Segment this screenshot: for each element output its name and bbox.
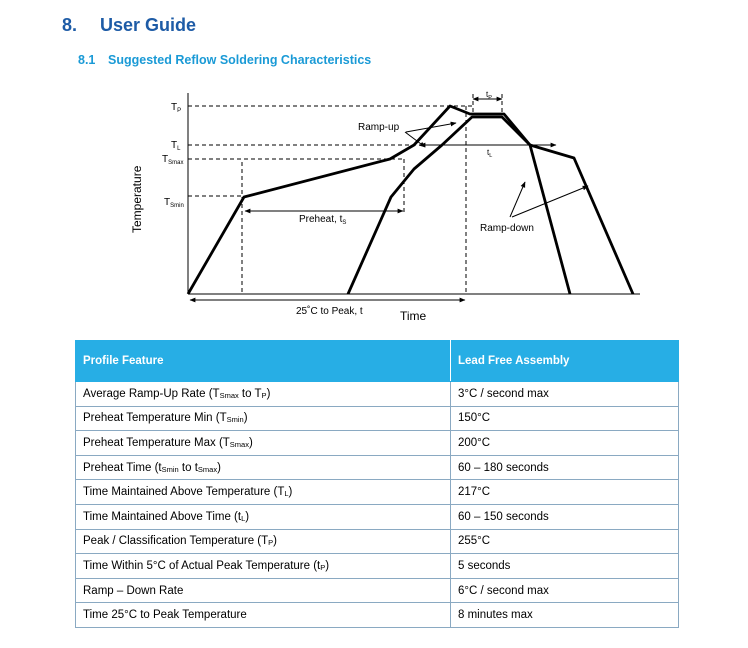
profile-feature-cell: Time 25°C to Peak Temperature — [76, 603, 451, 628]
section-number: 8. — [62, 15, 78, 35]
profile-curve-min — [188, 106, 570, 294]
lead-free-value-cell: 5 seconds — [451, 554, 679, 579]
table-row — [76, 406, 679, 431]
tl-time-label: $t_L$ — [487, 148, 493, 159]
ramp-up-label: Ramp-up — [358, 122, 400, 133]
lead-free-value-cell: 60 – 180 seconds — [451, 455, 679, 480]
table-row — [76, 480, 679, 505]
lead-free-value-cell: 3°C / second max — [451, 382, 679, 407]
to-peak-label: 25˚C to Peak, t — [296, 306, 363, 317]
table-row — [76, 504, 679, 529]
profile-feature-cell: Time Maintained Above Time $(t_L)$ — [76, 504, 451, 529]
table-row — [76, 529, 679, 554]
lead-free-value-cell: 60 – 150 seconds — [451, 504, 679, 529]
subsection-title: Suggested Reflow Soldering Characteristics — [108, 53, 372, 67]
reflow-spec-table — [75, 340, 679, 628]
lead-free-value-cell: 255°C — [451, 529, 679, 554]
preheat-label: Preheat, $t_S$ — [299, 214, 347, 226]
table-row — [76, 578, 679, 603]
profile-feature-cell: Average Ramp-Up Rate ($T_{Smax}$ to $T_P$) — [76, 382, 451, 407]
lead-free-value-cell: 217°C — [451, 480, 679, 505]
lead-free-value-cell: 150°C — [451, 406, 679, 431]
table-row — [76, 382, 679, 407]
profile-feature-cell: Preheat Temperature Max $(T_{Smax})$ — [76, 431, 451, 456]
table-header-row — [76, 341, 679, 382]
subsection-number: 8.1 — [78, 53, 96, 67]
tp-level-label: $T_P$ — [171, 102, 182, 114]
table-row — [76, 603, 679, 628]
header-profile-feature: Profile Feature — [76, 341, 451, 382]
table-row — [76, 554, 679, 579]
tp-time-label: $t_P$ — [486, 90, 492, 101]
lead-free-value-cell: 200°C — [451, 431, 679, 456]
profile-curve-max — [348, 117, 633, 294]
profile-feature-cell: Preheat Time ($t_{Smin}$ to $t_{Smax}$) — [76, 455, 451, 480]
lead-free-value-cell: 6°C / second max — [451, 578, 679, 603]
profile-feature-cell: Preheat Temperature Min $(T_{Smin})$ — [76, 406, 451, 431]
y-axis-label: Temperature — [130, 165, 144, 233]
table-row — [76, 431, 679, 456]
x-axis-label: Time — [400, 309, 427, 323]
ramp-down-label: Ramp-down — [480, 223, 534, 234]
profile-feature-cell: Time Maintained Above Temperature $(T_L)$ — [76, 480, 451, 505]
lead-free-value-cell: 8 minutes max — [451, 603, 679, 628]
tsmax-level-label: $T_{Smax}$ — [162, 154, 184, 166]
profile-feature-cell: Peak / Classification Temperature $(T_P)$ — [76, 529, 451, 554]
profile-feature-cell: Time Within 5°C of Actual Peak Temperature $(t_P)$ — [76, 554, 451, 579]
tsmin-level-label: $T_{Smin}$ — [164, 197, 184, 209]
section-title: User Guide — [100, 15, 197, 35]
header-lead-free-assembly: Lead Free Assembly — [451, 341, 679, 382]
table-row — [76, 455, 679, 480]
tl-level-label: $T_L$ — [171, 140, 181, 152]
profile-feature-cell: Ramp – Down Rate — [76, 578, 451, 603]
